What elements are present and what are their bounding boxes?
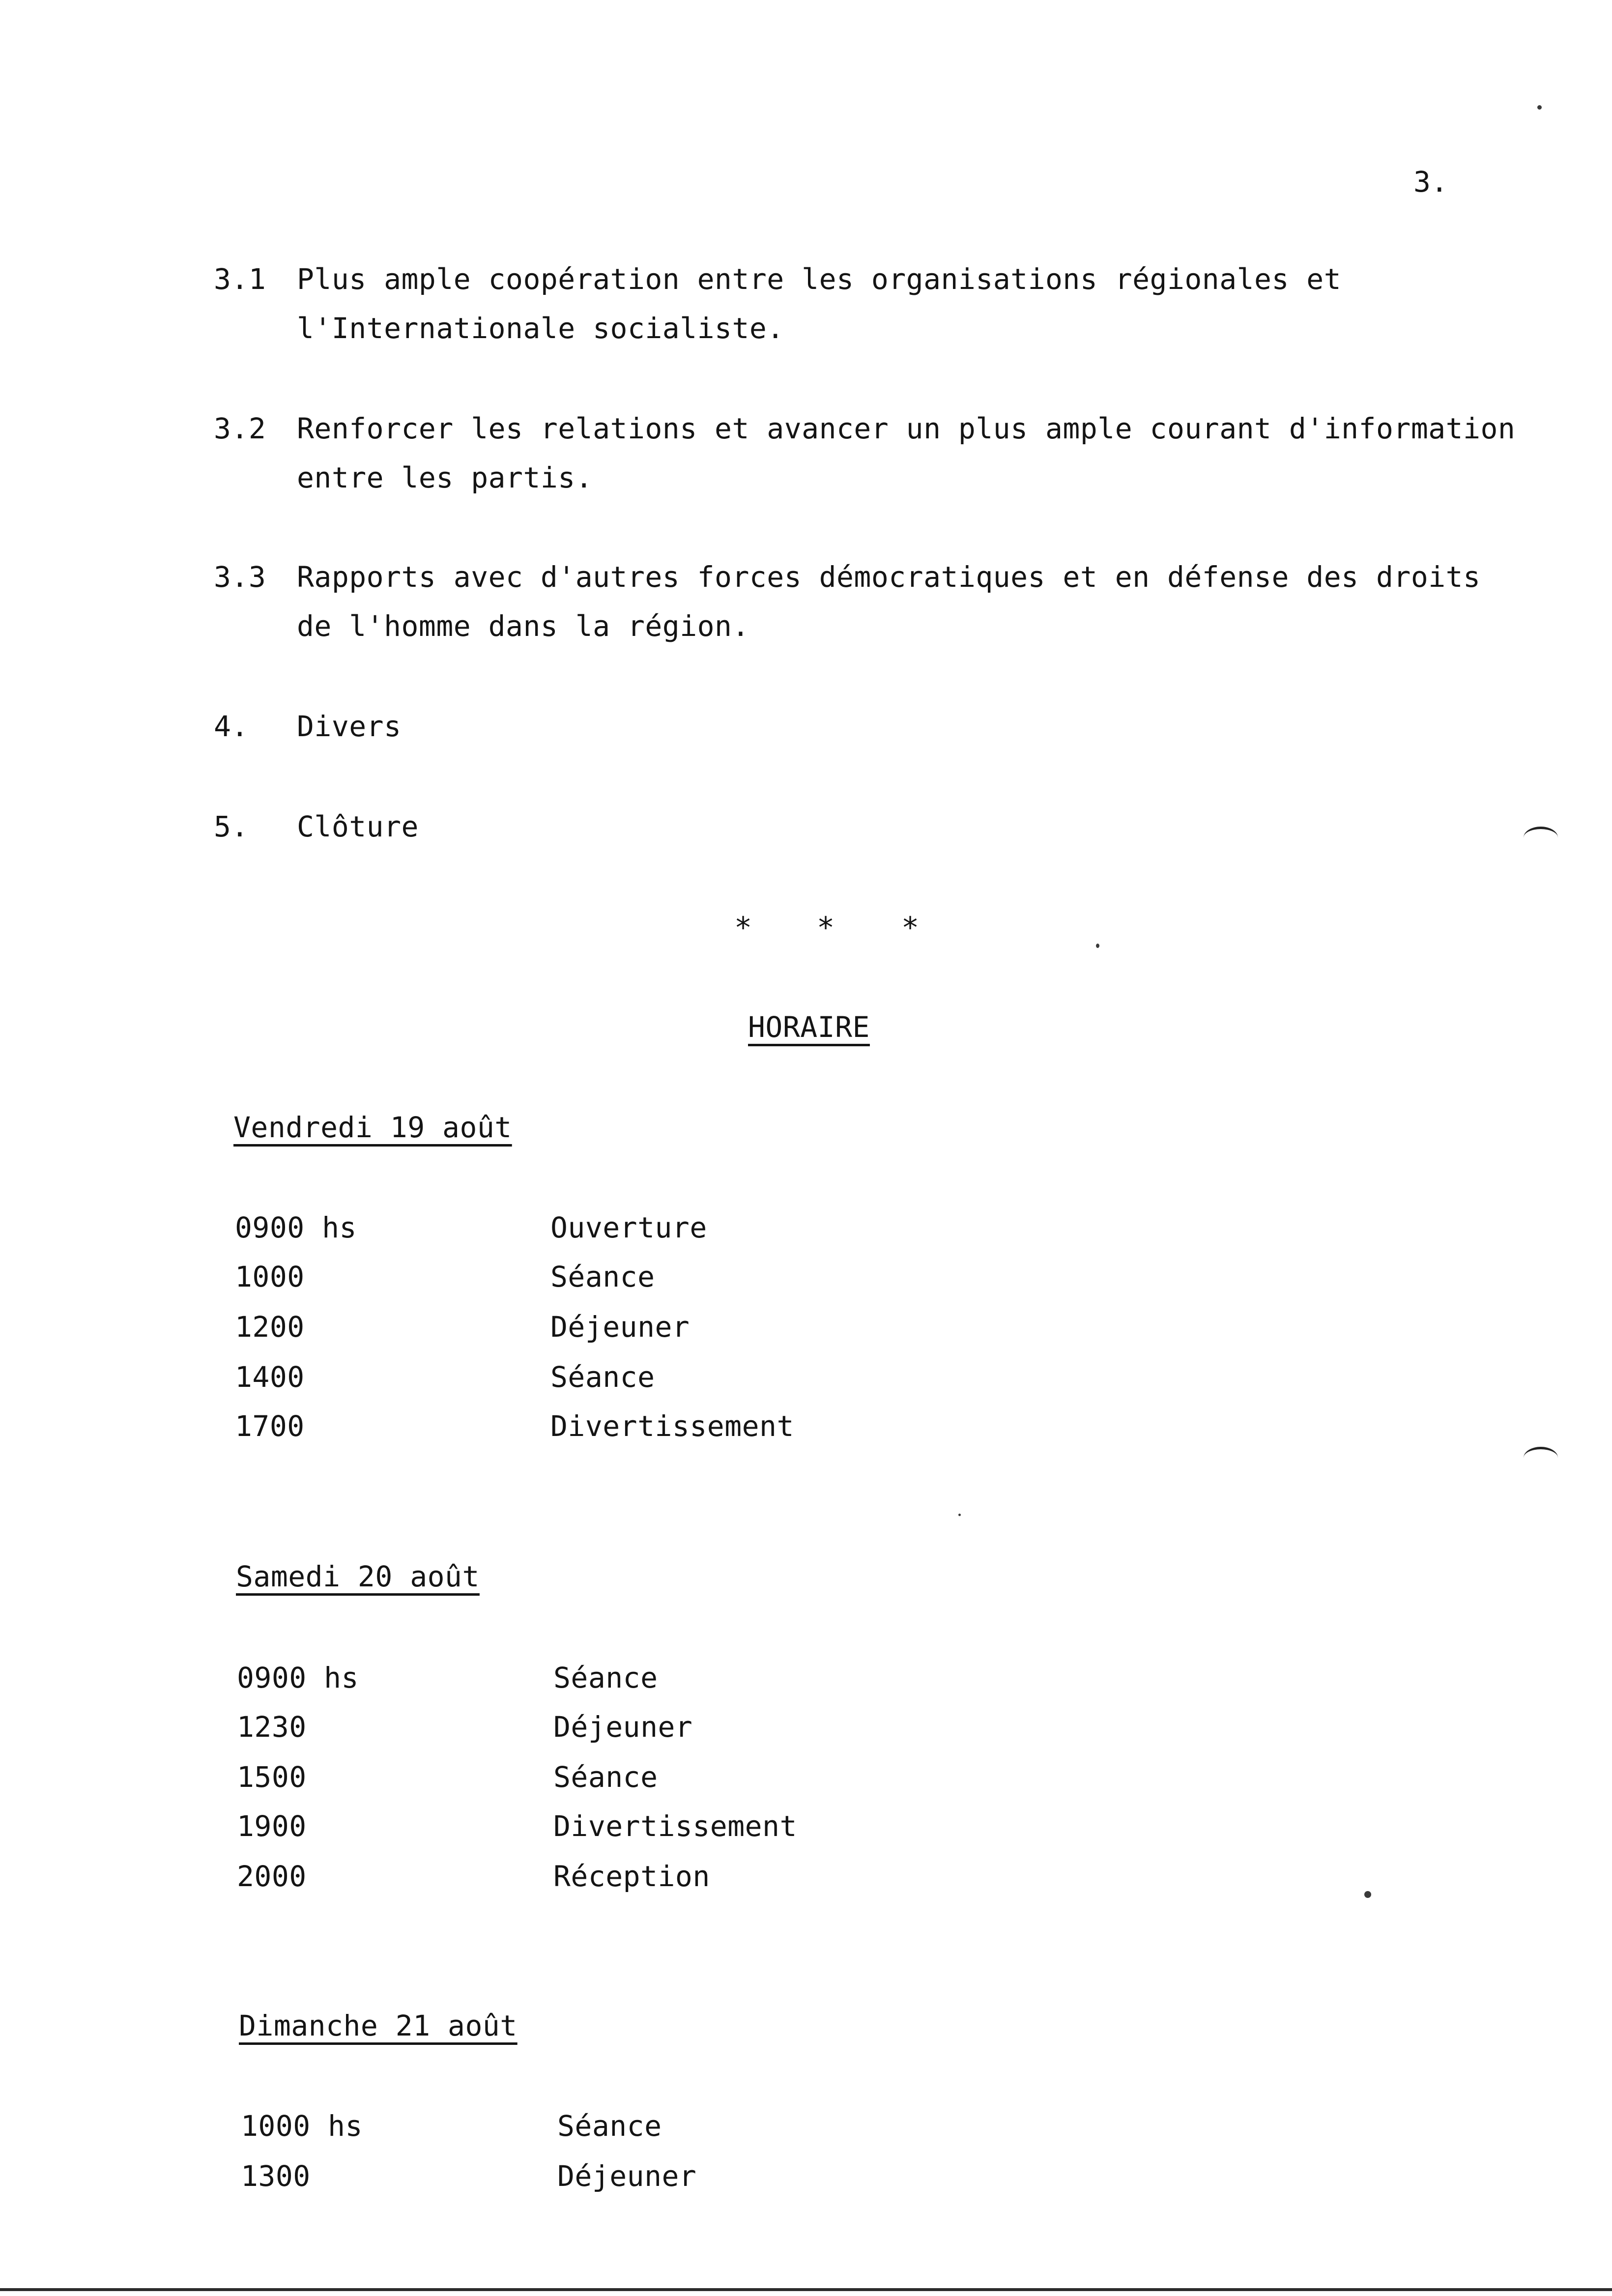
separator-star: *	[734, 911, 752, 945]
day-heading: Samedi 20 août	[236, 1560, 480, 1593]
agenda-item-number: 3.1	[214, 262, 266, 296]
schedule-title: HORAIRE	[748, 1010, 870, 1044]
agenda-item-text: Rapports avec d'autres forces démocratiques et en défense des droits	[297, 560, 1481, 594]
scan-speck	[1364, 1891, 1371, 1898]
scan-speck	[1096, 944, 1099, 948]
agenda-item-text: Plus ample coopération entre les organisations régionales et	[297, 262, 1342, 296]
schedule-time: 1000 hs	[241, 2109, 363, 2143]
agenda-item-number: 4.	[214, 710, 249, 743]
agenda-item-text: entre les partis.	[297, 461, 593, 494]
schedule-time: 1400	[235, 1360, 305, 1394]
schedule-time: 0900 hs	[237, 1661, 359, 1694]
binder-hole-mark	[1524, 827, 1558, 849]
schedule-event: Déjeuner	[553, 1710, 693, 1744]
schedule-event: Séance	[553, 1760, 658, 1794]
agenda-item-number: 5.	[214, 810, 249, 843]
schedule-time: 1230	[237, 1710, 307, 1744]
day-heading: Vendredi 19 août	[233, 1111, 512, 1144]
schedule-time: 1000	[235, 1260, 305, 1293]
agenda-item-text: de l'homme dans la région.	[297, 609, 749, 643]
agenda-item-text: l'Internationale socialiste.	[297, 312, 784, 345]
agenda-item-text: Clôture	[297, 810, 419, 843]
agenda-item-text: Renforcer les relations et avancer un plus ample courant d'information	[297, 412, 1516, 445]
page-number: 3.	[1413, 165, 1448, 199]
separator-star: *	[901, 911, 920, 945]
schedule-event: Déjeuner	[550, 1310, 690, 1344]
schedule-event: Divertissement	[553, 1809, 797, 1843]
schedule-event: Séance	[550, 1360, 655, 1394]
agenda-item-text: Divers	[297, 710, 402, 743]
schedule-time: 1700	[235, 1409, 305, 1443]
separator-star: *	[817, 911, 835, 945]
schedule-time: 1200	[235, 1310, 305, 1344]
schedule-time: 1900	[237, 1809, 307, 1843]
agenda-item-number: 3.2	[214, 412, 266, 445]
schedule-time: 2000	[237, 1860, 307, 1893]
schedule-time: 1500	[237, 1760, 307, 1794]
scan-speck	[1537, 105, 1542, 110]
scan-speck	[958, 1514, 961, 1516]
schedule-time: 1300	[241, 2159, 311, 2193]
schedule-event: Divertissement	[550, 1409, 794, 1443]
schedule-event: Séance	[550, 1260, 655, 1293]
schedule-event: Réception	[553, 1860, 710, 1893]
schedule-event: Ouverture	[550, 1211, 707, 1244]
schedule-time: 0900 hs	[235, 1211, 357, 1244]
page-bottom-edge	[0, 2288, 1612, 2291]
agenda-item-number: 3.3	[214, 560, 266, 594]
schedule-event: Déjeuner	[557, 2159, 697, 2193]
binder-hole-mark	[1524, 1447, 1558, 1469]
schedule-event: Séance	[557, 2109, 662, 2143]
day-heading: Dimanche 21 août	[239, 2009, 518, 2042]
schedule-event: Séance	[553, 1661, 658, 1694]
